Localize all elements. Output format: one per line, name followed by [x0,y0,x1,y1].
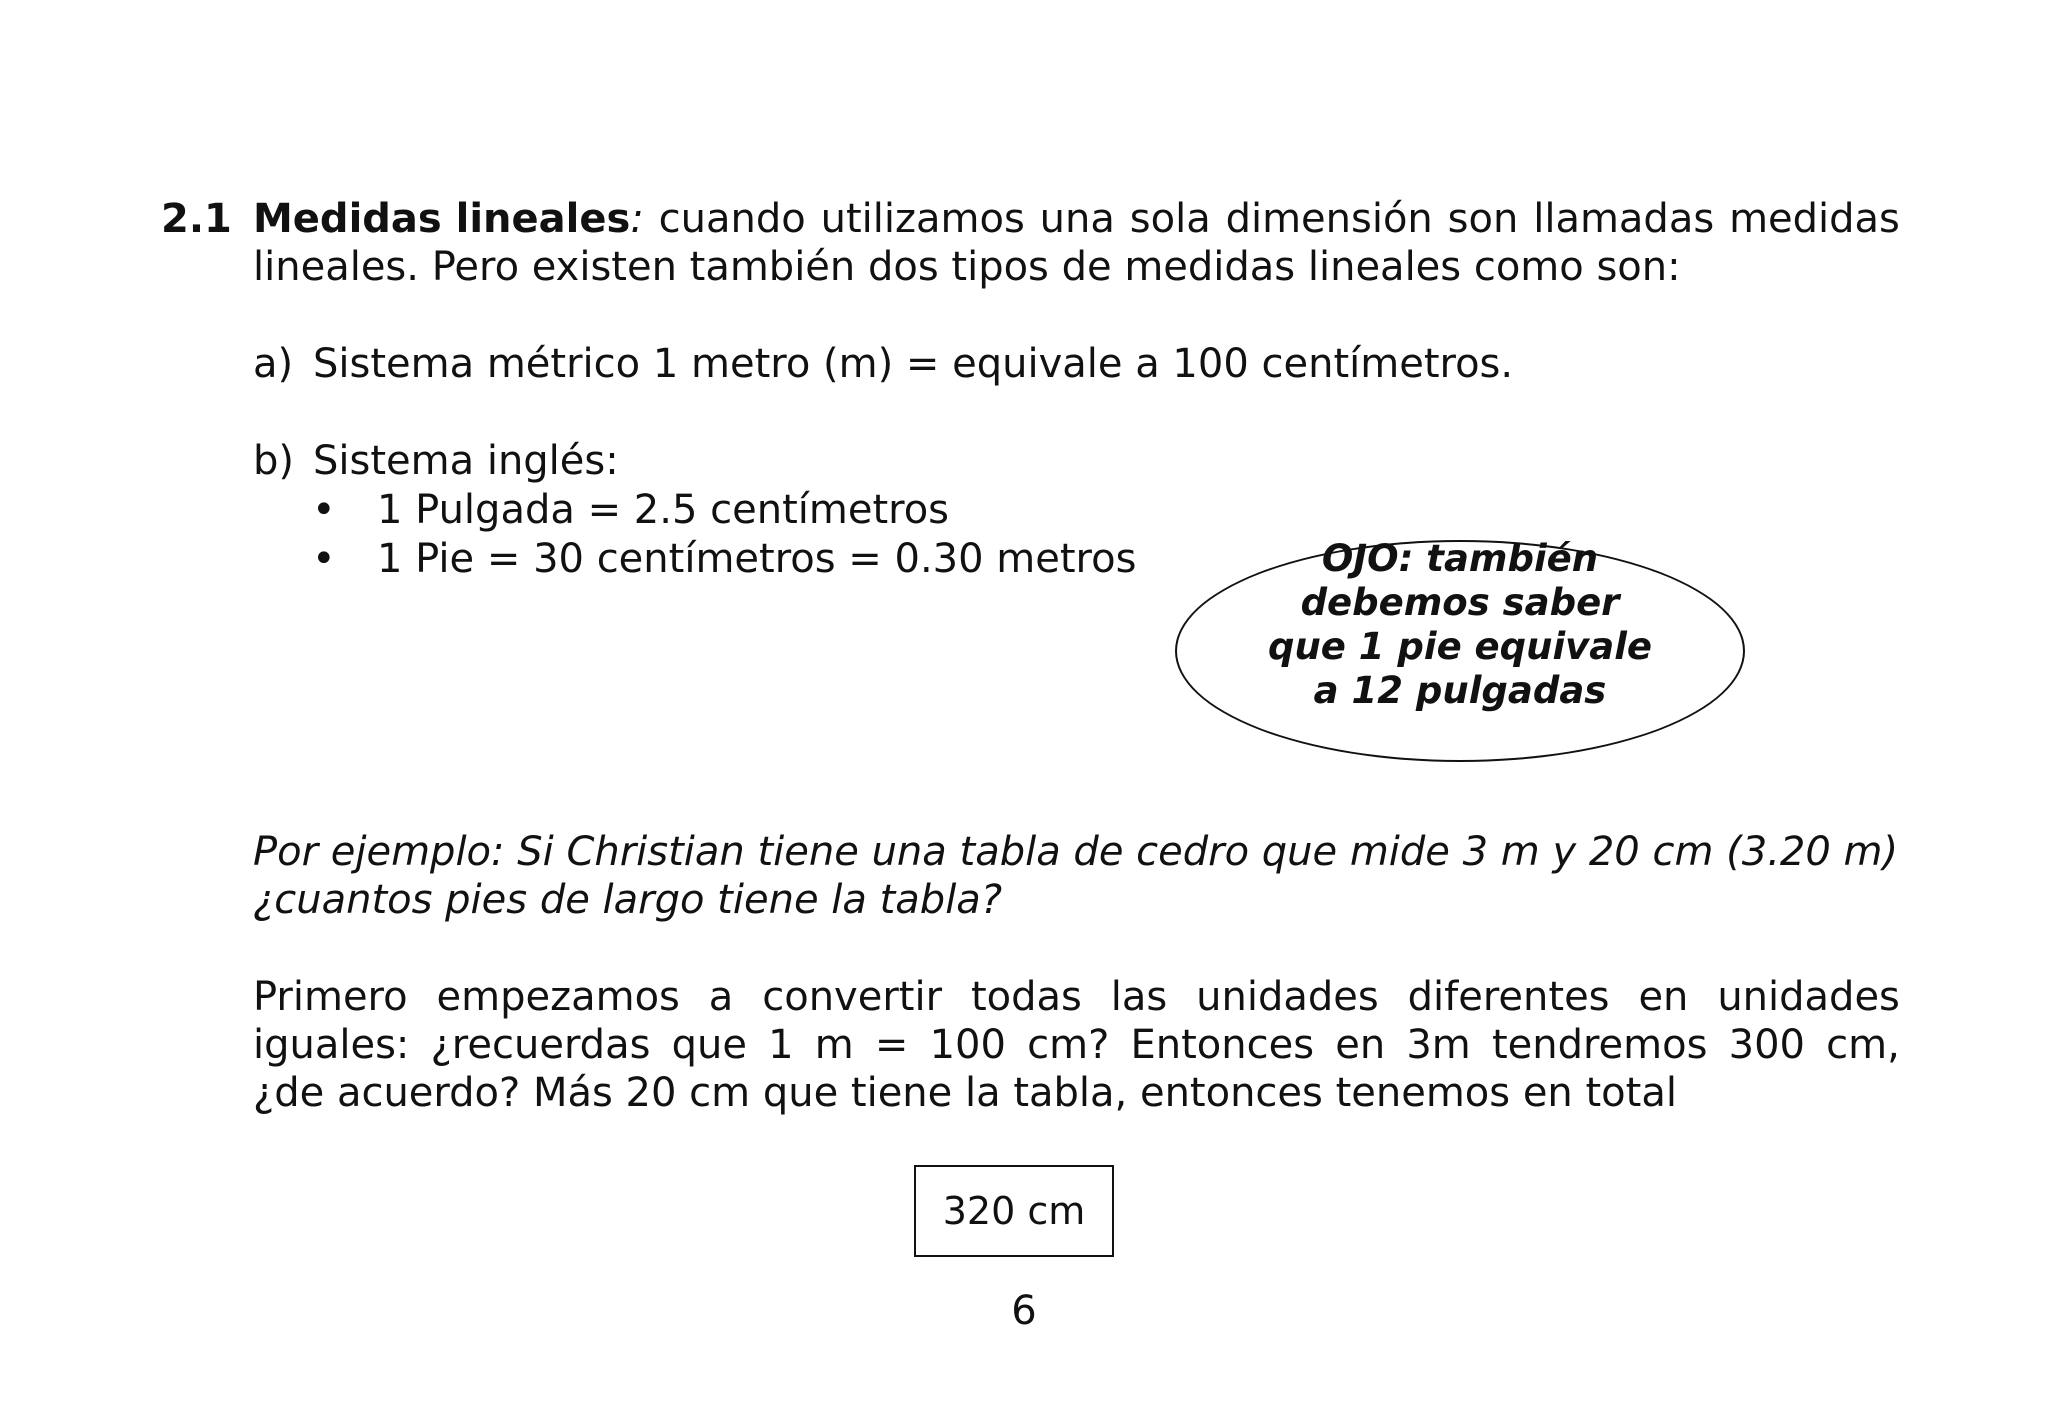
explanation-word: 1 [768,1022,794,1068]
intro-word: utilizamos [820,196,1025,242]
item-b-text: Sistema inglés: [313,438,619,484]
explanation-word: todas [970,974,1082,1020]
item-a-text: Sistema métrico 1 metro (m) = equivale a 100 centímetros. [313,341,1514,387]
note-line: debemos saber [1300,581,1620,624]
explanation-word: las [1110,974,1168,1020]
intro-word: una [1039,196,1115,242]
explanation-word: cm, [1826,1022,1900,1068]
explanation-word: en [1638,974,1689,1020]
intro-line-1 [253,195,1900,243]
explanation-word: Primero [253,974,408,1020]
explanation-word: cm? [1027,1022,1110,1068]
section-number: 2.1 [161,196,232,242]
intro-word: sola [1129,196,1211,242]
explanation-word: iguales: [253,1022,410,1068]
explanation-word: diferentes [1407,974,1610,1020]
result-box: 320 cm [914,1165,1114,1257]
page-number: 6 [1011,1288,1037,1334]
intro-word: son [1447,196,1519,242]
explanation-line-1 [253,973,1900,1021]
example-line-2: ¿cuantos pies de largo tiene la tabla? [253,877,1003,923]
bullet-icon: • [312,487,336,533]
bullet-pulgada: 1 Pulgada = 2.5 centímetros [377,487,950,533]
explanation-word: m [814,1022,854,1068]
explanation-word: empezamos [436,974,680,1020]
item-a-marker: a) [253,341,294,387]
section-heading: Medidas lineales: [253,196,644,242]
explanation-word: en [1335,1022,1386,1068]
explanation-word: ¿recuerdas [430,1022,651,1068]
bullet-pie: 1 Pie = 30 centímetros = 0.30 metros [377,536,1137,582]
explanation-word: unidades [1717,974,1900,1020]
note-line: OJO: también [1321,537,1599,580]
explanation-word: tendremos [1491,1022,1708,1068]
explanation-word: unidades [1196,974,1379,1020]
explanation-word: convertir [762,974,943,1020]
intro-line-2: lineales. Pero existen también dos tipos de medidas lineales como son: [253,244,1681,290]
bullet-icon: • [312,536,336,582]
item-b-marker: b) [253,438,294,484]
explanation-line-2 [253,1021,1900,1069]
note-text [1175,537,1745,713]
explanation-line-3: ¿de acuerdo? Más 20 cm que tiene la tabla, entonces tenemos en total [253,1070,1677,1116]
intro-word: llamadas [1533,196,1715,242]
explanation-word: 300 [1728,1022,1805,1068]
intro-word: cuando [658,196,806,242]
note-line: a 12 pulgadas [1313,669,1607,712]
intro-word: medidas [1729,196,1900,242]
intro-word: dimensión [1225,196,1433,242]
note-line: que 1 pie equivale [1267,625,1653,668]
example-line-1: Por ejemplo: Si Christian tiene una tabla de cedro que mide 3 m y 20 cm (3.20 m) [253,829,1899,875]
explanation-word: = [874,1022,909,1068]
explanation-word: a [708,974,734,1020]
explanation-word: Entonces [1130,1022,1315,1068]
explanation-word: que [671,1022,747,1068]
explanation-word: 100 [929,1022,1006,1068]
explanation-word: 3m [1406,1022,1471,1068]
